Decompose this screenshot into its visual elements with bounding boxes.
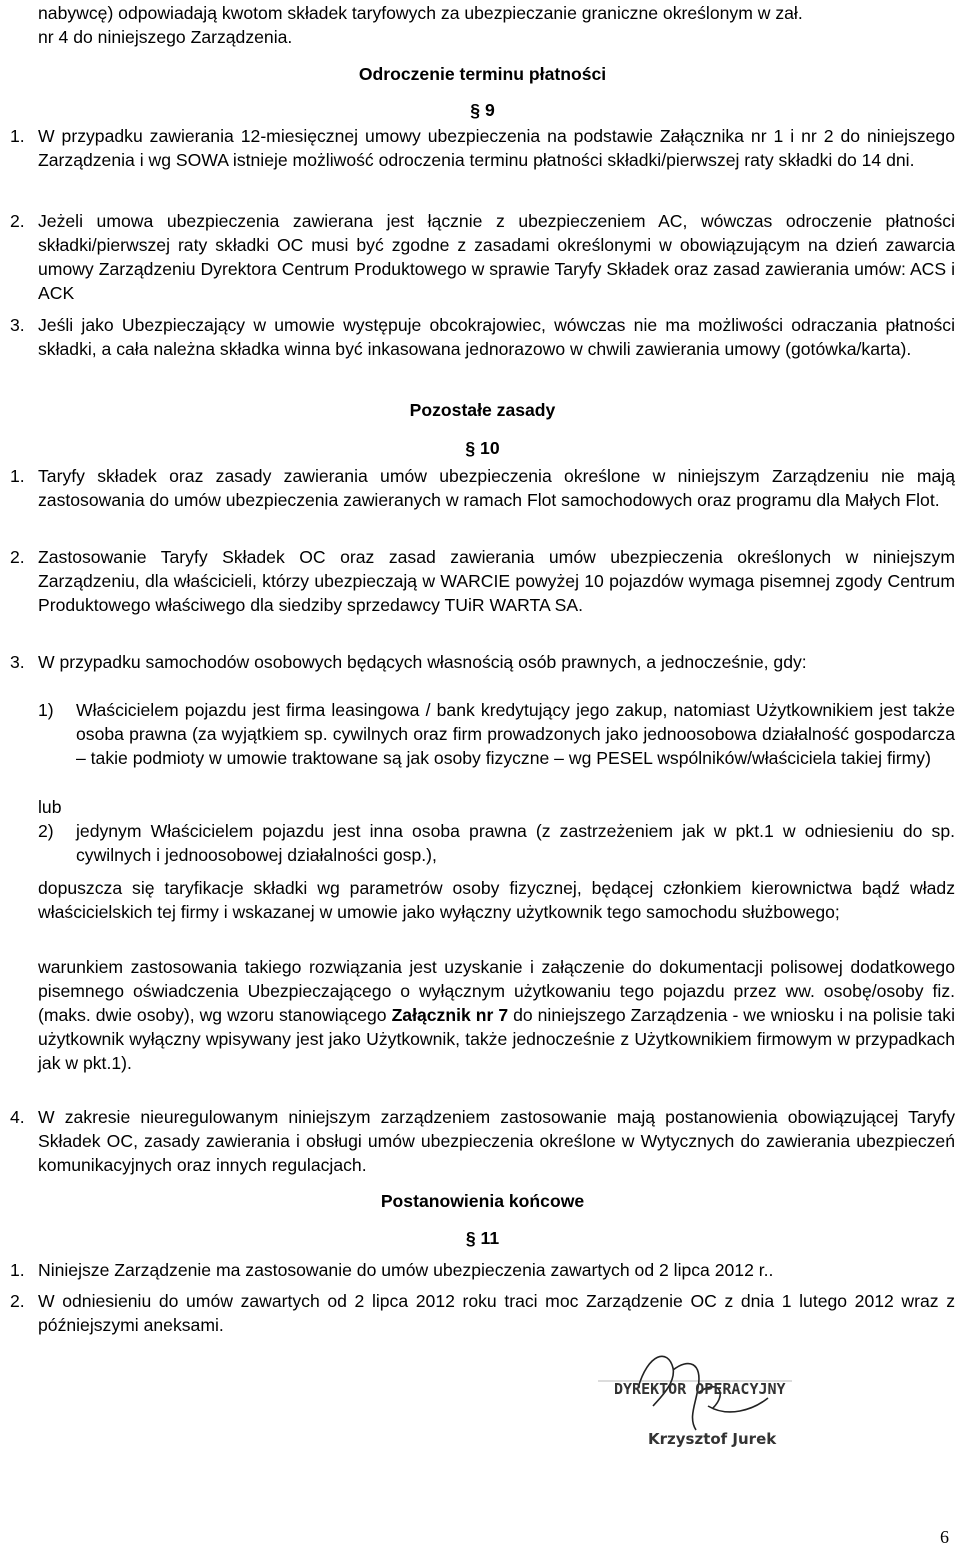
section-9-number: § 9 (470, 100, 495, 120)
item-number: 1. (10, 126, 25, 146)
or-connector: lub (38, 797, 62, 817)
item-text: Jeśli jako Ubezpieczający w umowie występuje obcokrajowiec, wówczas nie ma możliwości odraczania płatności składki, a cała należna składka winna być inkasowana jednorazowo w chwili zawierania umowy (gotówka/karta). (38, 315, 955, 360)
stamp-line-2: Krzysztof Jurek (648, 1430, 777, 1448)
stamp-line-1: DYREKTOR OPERACYJNY (614, 1380, 786, 1398)
continuation-line-2: nr 4 do niniejszego Zarządzenia. (38, 27, 293, 47)
condition-text-start: warunkiem zastosowania takiego rozwiązania jest uzyskanie i załączenie do dokumentacji polisowej dodatkowego pisemnego oświadczenia Ubezpieczającego o wyłącznym użytkowaniu tego pojazdu przez ww. osobę/osoby fiz. (maks. dwie osoby), wg wzoru stanowiącego (38, 957, 955, 1026)
section-10-heading: Pozostałe zasady (409, 400, 556, 420)
item-text: W przypadku zawierania 12-miesięcznej umowy ubezpieczenia na podstawie Załącznika nr 1 i nr 2 do niniejszego Zarządzenia i wg SOWA istnieje możliwość odroczenia terminu płatności składki/pierwszej raty składki do 14 dni. (38, 126, 955, 171)
item-number: 3. (10, 652, 25, 672)
section-11-item-1 (10, 1258, 955, 1282)
item-text: W zakresie nieuregulowanym niniejszym zarządzeniem zastosowanie mają postanowienia obowiązującej Taryfy Składek OC, zasady zawierania i obsługi umów ubezpieczenia określone w Wytycznych do zawierania ubezpieczeń komunikacyjnych oraz innych regulacjach. (38, 1107, 955, 1176)
section-10-item-3-condition (10, 955, 955, 1075)
continuation-line-1: nabywcę) odpowiadają kwotom składek taryfowych za ubezpieczanie graniczne określonym w zał. (38, 3, 803, 23)
item-number: 1. (10, 466, 25, 486)
director-stamp (578, 1348, 818, 1468)
section-10-item-1 (10, 464, 955, 512)
item-number: 2. (10, 211, 25, 231)
item-text: Taryfy składek oraz zasady zawierania umów ubezpieczenia określone w niniejszym Zarządzeniu nie mają zastosowania do umów ubezpieczenia zawieranych w ramach Flot samochodowych oraz programu dla Małych Flot. (38, 466, 955, 511)
section-10-item-3-conclusion: dopuszcza się taryfikacje składki wg parametrów osoby fizycznej, będącej członkiem kierownictwa bądź władz właścicielskich tej firmy i wskazanej w umowie jako wyłączny użytkownik tego samochodu służbowego; (38, 878, 955, 923)
condition-text-end: do niniejszego Zarządzenia - we wniosku i na polisie taki użytkownik wyłączny wpisywany jest jako Użytkownik, także jednocześnie z Użytkownikiem firmowym w przypadkach jak w pkt.1). (38, 1005, 955, 1074)
section-11-heading: Postanowienia końcowe (380, 1191, 585, 1211)
section-10-item-3-sub-2 (10, 819, 955, 867)
item-number: 2. (10, 547, 25, 567)
item-number: 3. (10, 315, 25, 335)
item-text: W odniesieniu do umów zawartych od 2 lipca 2012 roku traci moc Zarządzenie OC z dnia 1 lutego 2012 wraz z późniejszymi aneksami. (38, 1291, 955, 1336)
section-11-number: § 11 (465, 1228, 500, 1248)
sub-item-text: Właścicielem pojazdu jest firma leasingowa / bank kredytujący jego zakup, natomiast Użytkownikiem jest także osoba prawna (za wyjątkiem sp. cywilnych oraz firm prowadzonych jako jednoosobowa działalność gospodarcza – takie podmioty w umowie traktowane są jak osoby fizyczne – wg PESEL wspólników/właściciela takiej firmy) (76, 700, 955, 769)
section-10-item-2 (10, 545, 955, 617)
page-number: 6 (940, 1527, 949, 1547)
sub-item-number: 1) (38, 700, 54, 720)
section-9-item-3 (10, 313, 955, 361)
section-10-item-3 (10, 650, 955, 674)
item-text: W przypadku samochodów osobowych będących własnością osób prawnych, a jednocześnie, gdy: (38, 652, 807, 672)
section-9-item-2 (10, 209, 955, 305)
section-9-item-1 (10, 124, 955, 172)
item-number: 4. (10, 1107, 25, 1127)
item-text: Niniejsze Zarządzenie ma zastosowanie do umów ubezpieczenia zawartych od 2 lipca 2012 r.. (38, 1260, 774, 1280)
section-11-item-2 (10, 1289, 955, 1337)
section-9-heading: Odroczenie terminu płatności (358, 64, 607, 84)
item-text: Jeżeli umowa ubezpieczenia zawierana jest łącznie z ubezpieczeniem AC, wówczas odroczenie płatności składki/pierwszej raty składki OC musi być zgodne z zasadami określonymi w obowiązującym na dzień zawarcia umowy Zarządzeniu Dyrektora Centrum Produktowego w sprawie Taryfy Składek oraz zasad zawierania umów: ACS i ACK (38, 211, 955, 304)
item-number: 1. (10, 1260, 25, 1280)
section-10-item-3-sub-1 (10, 698, 955, 770)
sub-item-number: 2) (38, 821, 54, 841)
section-10-number: § 10 (465, 438, 500, 458)
sub-item-text: jedynym Właścicielem pojazdu jest inna osoba prawna (z zastrzeżeniem jak w pkt.1 w odniesieniu do sp. cywilnych i jednoosobowej działalności gosp.), (76, 821, 955, 866)
item-text: Zastosowanie Taryfy Składek OC oraz zasad zawierania umów ubezpieczenia określonych w niniejszym Zarządzeniu, dla właścicieli, którzy ubezpieczają w WARCIE powyżej 10 pojazdów wymaga pisemnej zgody Centrum Produktowego właściwego dla siedziby sprzedawcy TUiR WARTA SA. (38, 547, 955, 616)
section-10-item-4 (10, 1105, 955, 1177)
item-number: 2. (10, 1291, 25, 1311)
attachment-reference: Załącznik nr 7 (391, 1005, 509, 1026)
